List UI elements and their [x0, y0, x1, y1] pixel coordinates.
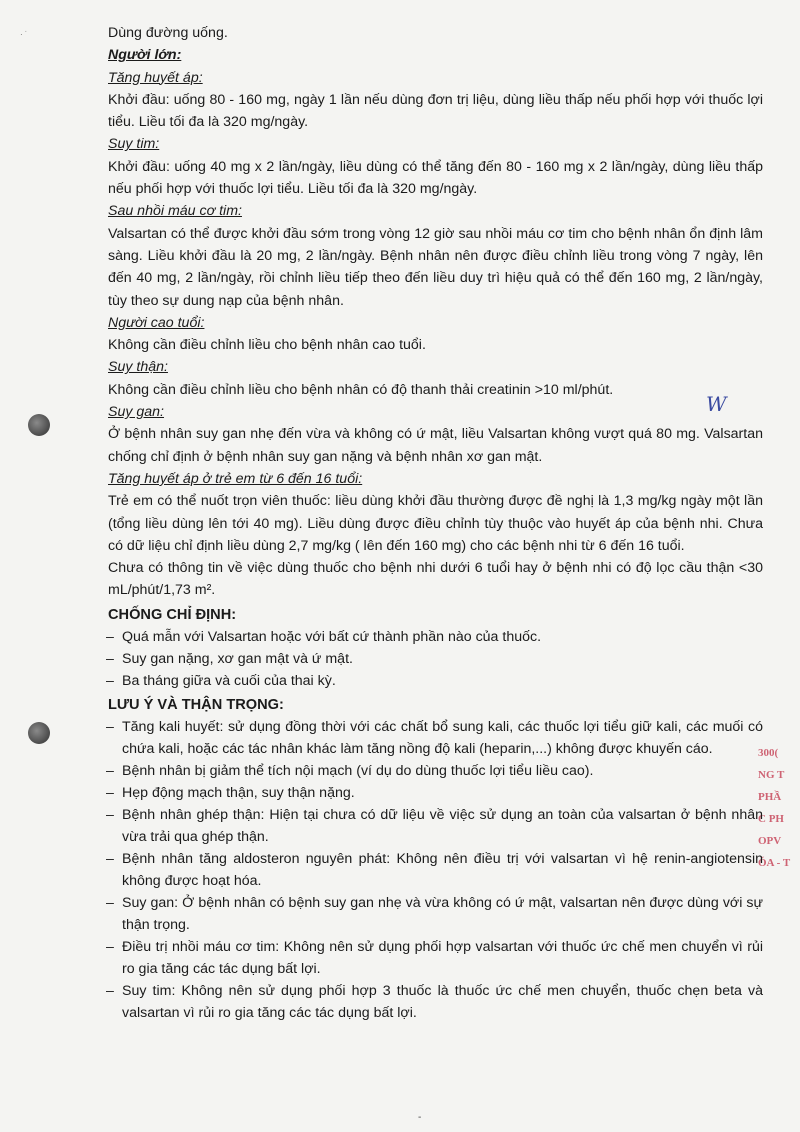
- list-item: – Quá mẫn với Valsartan hoặc với bất cứ thành phần nào của thuốc.: [108, 626, 763, 648]
- renal-text: Không cần điều chỉnh liều cho bệnh nhân có độ thanh thải creatinin >10 ml/phút.: [108, 381, 614, 398]
- list-item: – Ba tháng giữa và cuối của thai kỳ.: [108, 670, 763, 692]
- document-body: [108, 22, 763, 1024]
- hypertension-text: Khởi đầu: uống 80 - 160 mg, ngày 1 lần nếu dùng đơn trị liệu, dùng liều thấp nếu phối hợp với thuốc lợi tiểu. Liều tối đa là 320 mg/ngày.: [108, 91, 763, 131]
- adults-heading: Người lớn:: [108, 47, 182, 64]
- pediatric-text-2: Chưa có thông tin về việc dùng thuốc cho bệnh nhi dưới 6 tuổi hay ở bệnh nhi có độ lọc cầu thận <30 mL/phút/1,73 m².: [108, 560, 763, 599]
- punch-hole-bottom: [28, 722, 50, 744]
- contraindications-list: [108, 626, 763, 692]
- post-mi-text: Valsartan có thể được khởi đầu sớm trong vòng 12 giờ sau nhồi máu cơ tim cho bệnh nhân ổn định lâm sàng. Liều khởi đầu là 20 mg, 2 lần/ngày. Bệnh nhân nên được điều chỉnh liều trong vòng 7 ngày, lên đến 40 mg, 2 lần/ngày, rồi chỉnh liều tiếp theo đến liều duy trì hiệu quả có thể đến 160 mg, 2 lần/ngày, tùy theo sự dung nạp của bệnh nhân.: [108, 225, 763, 309]
- precautions-list: [108, 716, 763, 1024]
- list-item: – Hẹp động mạch thận, suy thận nặng.: [108, 782, 763, 804]
- heart-failure-text: Khởi đầu: uống 40 mg x 2 lần/ngày, liều dùng có thể tăng đến 80 - 160 mg x 2 lần/ngày, dùng liều thấp nếu phối hợp với thuốc lợi tiểu. Liều tối đa là 320 mg/ngày.: [108, 158, 763, 198]
- scan-specks: · ˙: [20, 30, 28, 39]
- list-item: – Điều trị nhồi máu cơ tim: Không nên sử dụng phối hợp valsartan với thuốc ức chế men chuyển vì rủi ro gia tăng các tác dụng bất lợi.: [108, 936, 763, 980]
- punch-hole-top: [28, 414, 50, 436]
- precautions-heading: LƯU Ý VÀ THẬN TRỌNG:: [108, 697, 284, 714]
- contraindications-heading: CHỐNG CHỈ ĐỊNH:: [108, 606, 237, 623]
- hypertension-heading: Tăng huyết áp:: [108, 69, 203, 86]
- list-item: – Bệnh nhân bị giảm thể tích nội mạch (ví dụ do dùng thuốc lợi tiểu liều cao).: [108, 760, 763, 782]
- list-item: – Bệnh nhân tăng aldosteron nguyên phát: Không nên điều trị với valsartan vì hệ renin-angiotensin không được hoạt hóa.: [108, 848, 763, 892]
- pediatric-text-1: Trẻ em có thể nuốt trọn viên thuốc: liều dùng khởi đầu thường được đề nghị là 1,3 mg/kg ngày một lần (tổng liều dùng lên tới 40 mg). Liều dùng được điều chỉnh tùy thuộc vào huyết áp của bệnh nhi. Chưa có dữ liệu chỉ định liều dùng 2,7 mg/kg ( lên đến 160 mg) cho các bệnh nhi từ 6 đến 16 tuổi.: [108, 493, 763, 554]
- handwritten-initial: W: [706, 392, 727, 416]
- post-mi-heading: Sau nhồi máu cơ tim:: [108, 203, 242, 220]
- page-mark: -: [418, 1112, 422, 1123]
- list-item: – Tăng kali huyết: sử dụng đồng thời với các chất bổ sung kali, các thuốc lợi tiểu giữ kali, các muối có chứa kali, hoặc các tác nhân khác làm tăng nồng độ kali (heparin,...) không được khuyến cáo.: [108, 716, 763, 760]
- renal-heading: Suy thận:: [108, 359, 168, 376]
- pediatric-heading: Tăng huyết áp ở trẻ em từ 6 đến 16 tuổi:: [108, 470, 363, 487]
- list-item: – Suy gan nặng, xơ gan mật và ứ mật.: [108, 648, 763, 670]
- elderly-text: Không cần điều chỉnh liều cho bệnh nhân cao tuổi.: [108, 337, 426, 354]
- elderly-heading: Người cao tuổi:: [108, 314, 205, 331]
- hepatic-heading: Suy gan:: [108, 404, 165, 421]
- list-item: – Suy tim: Không nên sử dụng phối hợp 3 thuốc là thuốc ức chế men chuyển, thuốc chẹn beta và valsartan vì rủi ro gia tăng các tác dụng bất lợi.: [108, 980, 763, 1024]
- company-stamp: 300( NG T PHẦ C PH OPV ÓA - T: [758, 747, 791, 869]
- hepatic-text: Ở bệnh nhân suy gan nhẹ đến vừa và không có ứ mật, liều Valsartan không vượt quá 80 mg. Valsartan chống chỉ định ở bệnh nhân suy gan nặng và bệnh nhân xơ gan mật.: [108, 426, 763, 465]
- list-item: – Bệnh nhân ghép thận: Hiện tại chưa có dữ liệu về việc sử dụng an toàn của valsartan ở bệnh nhân vừa trải qua ghép thận.: [108, 804, 763, 848]
- list-item: – Suy gan: Ở bệnh nhân có bệnh suy gan nhẹ và vừa không có ứ mật, valsartan nên được dùng với sự thận trọng.: [108, 892, 763, 936]
- intro-text: Dùng đường uống.: [108, 25, 228, 41]
- heart-failure-heading: Suy tim:: [108, 136, 160, 153]
